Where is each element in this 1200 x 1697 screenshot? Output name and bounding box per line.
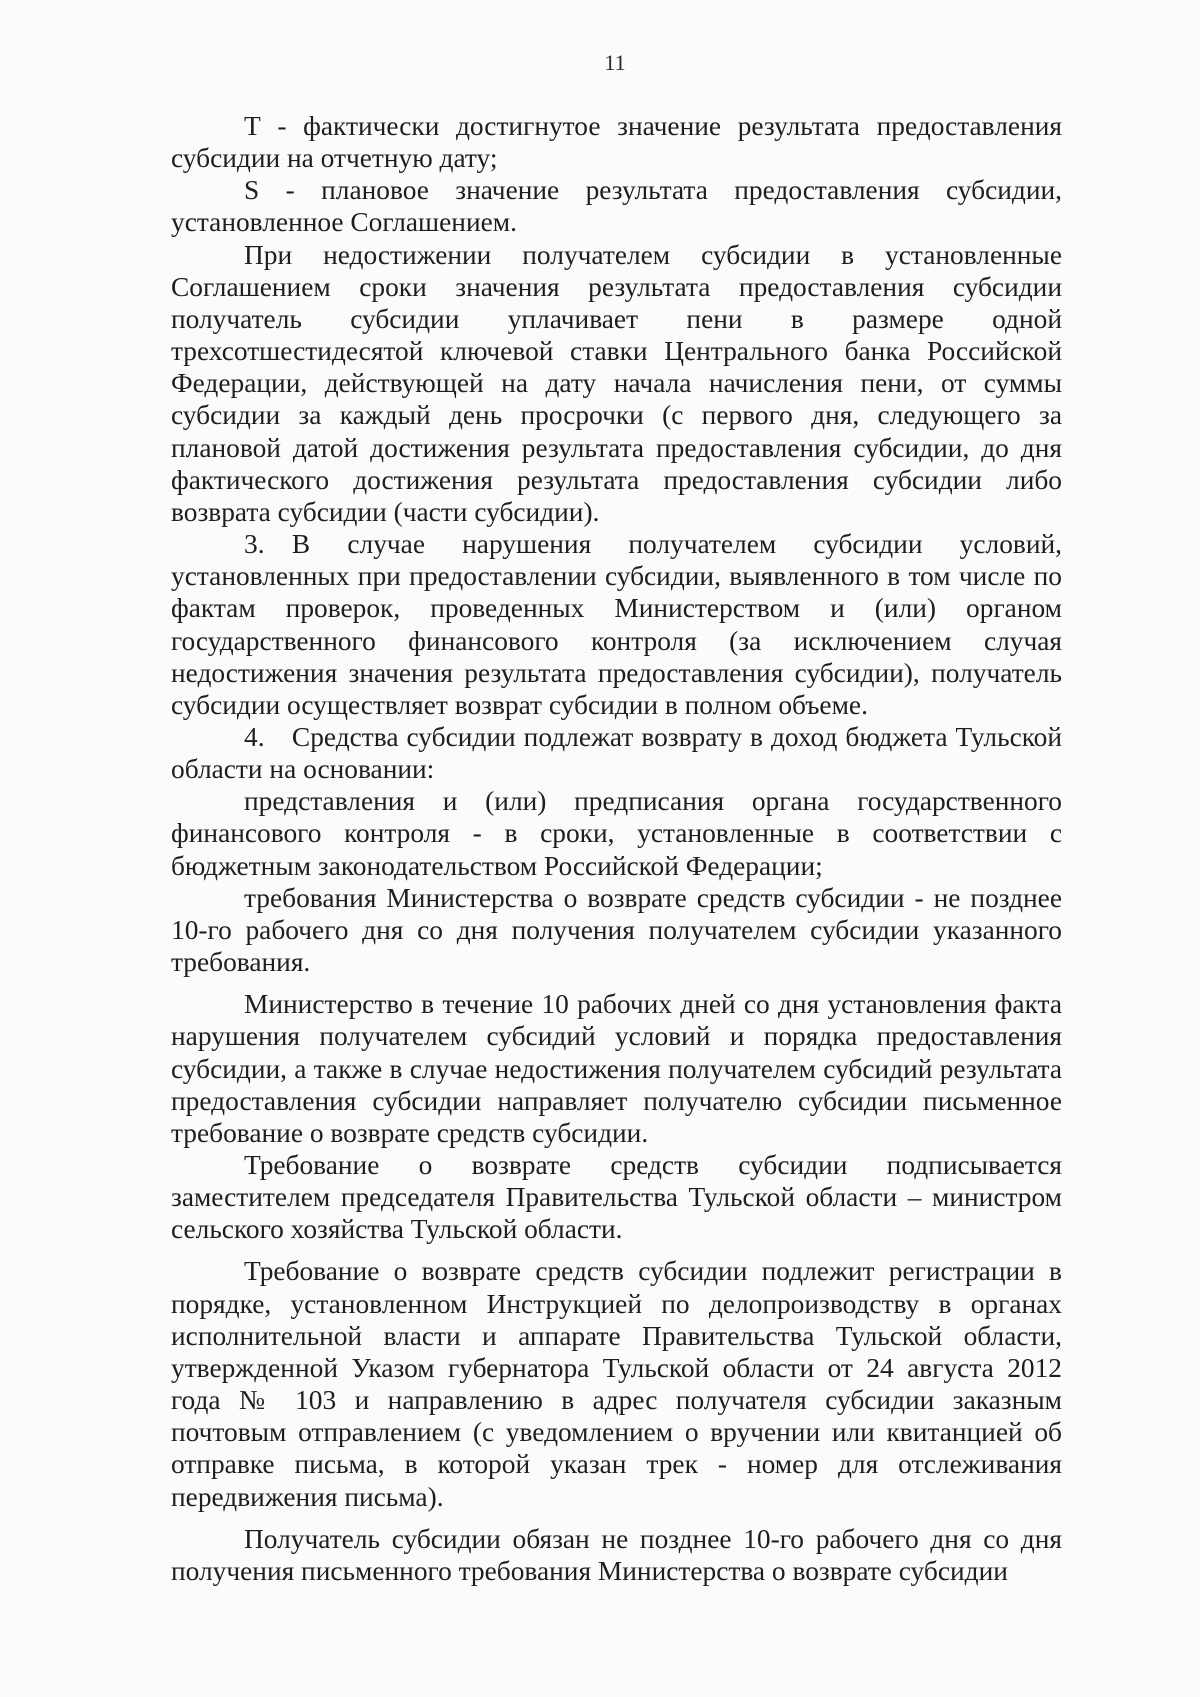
paragraph-item-4: 4. Средства субсидии подлежат возврату в доход бюджета Тульской области на основании:: [171, 721, 1062, 785]
paragraph-representation: представления и (или) предписания органа государственного финансового контроля - в сроки, установленные в соответствии с бюджетным законодательством Российской Федерации;: [171, 786, 1062, 881]
paragraph-ministry-requirement: требования Министерства о возврате средств субсидии - не позднее 10-го рабочего дня со дня получения получателем субсидии указанного требования.: [171, 882, 1062, 978]
page-number: 11: [604, 50, 626, 75]
paragraph-registration: Требование о возврате средств субсидии подлежит регистрации в порядке, установленном Инструкцией по делопроизводству в органах исполнительной власти и аппарате Правительства Тульской области, утвержденной Указом губернатора Тульской области от 24 августа 2012 года № 103 и направлению в адрес получателя субсидии заказным почтовым отправлением (с уведомлением о вручении или квитанцией об отправке письма, в которой указан трек - номер для отслеживания передвижения письма).: [171, 1256, 1062, 1512]
paragraph-item-3: 3. В случае нарушения получателем субсидии условий, установленных при предоставлении субсидии, выявленного в том числе по фактам проверок, проведенных Министерством и (или) органом государственного финансового контроля (за исключением случая недостижения значения результата предоставления субсидии), получатель субсидии осуществляет возврат субсидии в полном объеме.: [171, 529, 1062, 720]
paragraph-s-definition: S - плановое значение результата предоставления субсидии, установленное Соглашением.: [171, 175, 1062, 238]
document-body: [171, 110, 1062, 1587]
paragraph-signature: Требование о возврате средств субсидии подписывается заместителем председателя Правительства Тульской области – министром сельского хозяйства Тульской области.: [171, 1150, 1062, 1245]
paragraph-obligation: Получатель субсидии обязан не позднее 10-го рабочего дня со дня получения письменного требования Министерства о возврате субсидии: [171, 1523, 1062, 1586]
paragraph-penalty: При недостижении получателем субсидии в установленные Соглашением сроки значения результата предоставления субсидии получатель субсидии уплачивает пени в размере одной трехсотшестидесятой ключевой ставки Центрального банка Российской Федерации, действующей на дату начала начисления пени, от суммы субсидии за каждый день просрочки (с первого дня, следующего за плановой датой достижения результата предоставления субсидии, до дня фактического достижения результата предоставления субсидии либо возврата субсидии (части субсидии).: [171, 239, 1062, 527]
paragraph-ministry-notice: Министерство в течение 10 рабочих дней со дня установления факта нарушения получателем субсидий условий и порядка предоставления субсидии, а также в случае недостижения получателем субсидий результата предоставления субсидии направляет получателю субсидии письменное требование о возврате средств субсидии.: [171, 989, 1062, 1148]
paragraph-t-definition: Т - фактически достигнутое значение результата предоставления субсидии на отчетную дату;: [171, 111, 1062, 174]
